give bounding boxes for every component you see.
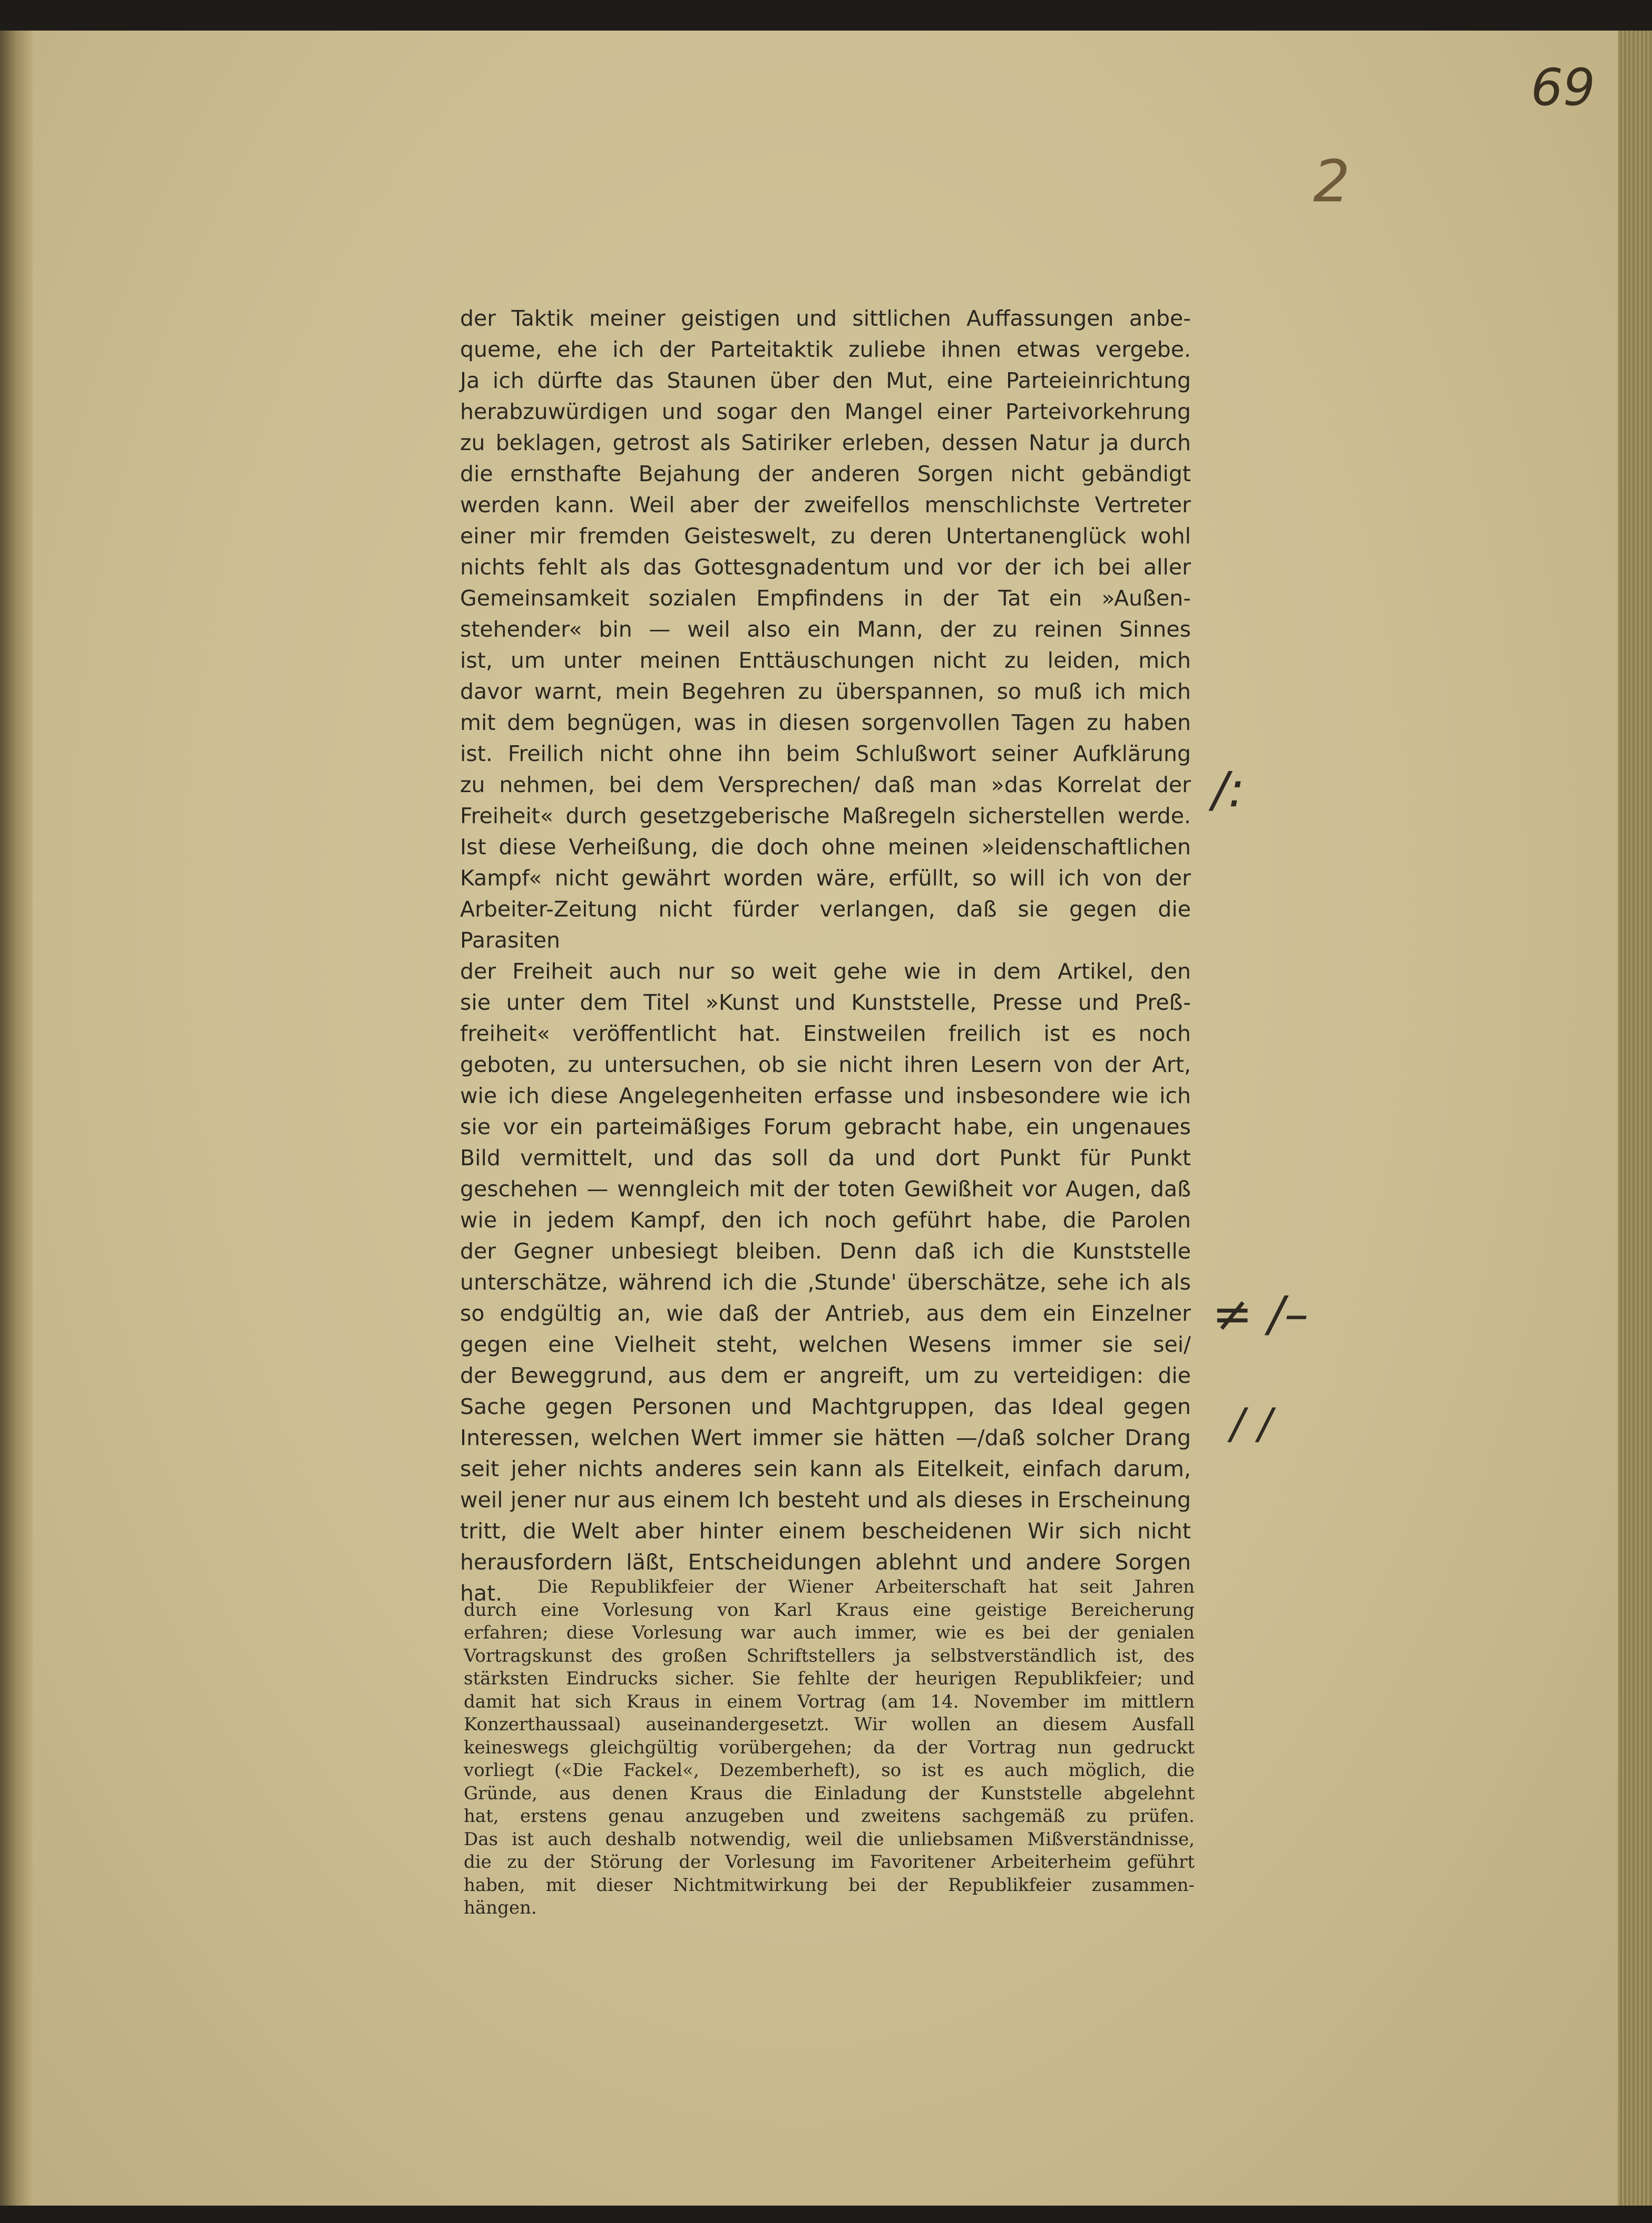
- footnote-line: vorliegt («Die Fackel«, Dezemberheft), so ist es auch möglich, die: [464, 1760, 1195, 1781]
- footnote-line: keineswegs gleichgültig vorübergehen; da der Vortrag nun gedruckt: [464, 1737, 1195, 1758]
- footnote-line: damit hat sich Kraus in einem Vortrag (am 14. November im mittlern: [464, 1691, 1195, 1712]
- text-line: seit jeher nichts anderes sein kann als Eitelkeit, einfach darum,: [460, 1456, 1191, 1481]
- footnote-line: erfahren; diese Vorlesung war auch immer, wie es bei der genialen: [464, 1622, 1195, 1643]
- text-line: davor warnt, mein Begehren zu überspannen, so muß ich mich: [460, 679, 1191, 704]
- text-line: Sache gegen Personen und Machtgruppen, das Ideal gegen: [460, 1394, 1191, 1419]
- article-body: [460, 303, 1191, 1609]
- scan-bottom-border: [0, 2206, 1652, 2223]
- footnote-line: Gründe, aus denen Kraus die Einladung der Kunststelle abgelehnt: [464, 1782, 1195, 1804]
- text-line: Interessen, welchen Wert immer sie hätten —/daß solcher Drang: [460, 1425, 1191, 1450]
- text-line: Gemeinsamkeit sozialen Empfindens in der Tat ein »Außen-: [460, 586, 1191, 611]
- text-line: herausfordern läßt, Entscheidungen ablehnt und andere Sorgen hat.: [460, 1549, 1191, 1606]
- text-line: einer mir fremden Geisteswelt, zu deren Untertanenglück wohl: [460, 523, 1191, 549]
- text-line: geboten, zu untersuchen, ob sie nicht ihren Lesern von der Art,: [460, 1052, 1191, 1077]
- text-line: so endgültig an, wie daß der Antrieb, aus dem ein Einzelner: [460, 1301, 1191, 1326]
- footnote-line: stärksten Eindrucks sicher. Sie fehlte der heurigen Republikfeier; und: [464, 1668, 1195, 1689]
- footnote-line: die zu der Störung der Vorlesung im Favoritener Arbeiterheim geführt: [464, 1851, 1195, 1873]
- text-line: der Gegner unbesiegt bleiben. Denn daß ich die Kunststelle: [460, 1239, 1191, 1264]
- text-line: nichts fehlt als das Gottesgnadentum und vor der ich bei aller: [460, 554, 1191, 580]
- text-line: die ernsthafte Bejahung der anderen Sorgen nicht gebändigt: [460, 461, 1191, 486]
- margin-mark: ≠ /–: [1212, 1286, 1309, 1342]
- text-line: wie in jedem Kampf, den ich noch geführt habe, die Parolen: [460, 1207, 1191, 1233]
- text-line: wie ich diese Angelegenheiten erfasse und insbesondere wie ich: [460, 1083, 1191, 1108]
- text-line: der Taktik meiner geistigen und sittlichen Auffassungen anbe-: [460, 306, 1191, 331]
- text-line: mit dem begnügen, was in diesen sorgenvollen Tagen zu haben: [460, 710, 1191, 735]
- page-stack-edge: [1618, 31, 1652, 2206]
- binding-edge: [0, 31, 33, 2206]
- margin-mark: / /: [1230, 1399, 1273, 1448]
- text-line: Ja ich dürfte das Staunen über den Mut, eine Parteieinrichtung: [460, 368, 1191, 393]
- text-line: Ist diese Verheißung, die doch ohne meinen »leidenschaftlichen: [460, 834, 1191, 860]
- footnote-line: Das ist auch deshalb notwendig, weil die unliebsamen Mißverständnisse,: [464, 1828, 1195, 1850]
- footnote-line: durch eine Vorlesung von Karl Kraus eine geistige Bereicherung: [464, 1599, 1195, 1621]
- text-line: ist. Freilich nicht ohne ihn beim Schlußwort seiner Aufklärung: [460, 741, 1191, 766]
- text-line: Kampf« nicht gewährt worden wäre, erfüllt, so will ich von der: [460, 865, 1191, 891]
- pencil-marker: 2: [1313, 148, 1350, 215]
- text-line: Freiheit« durch gesetzgeberische Maßregeln sicherstellen werde.: [460, 803, 1191, 828]
- text-line: gegen eine Vielheit steht, welchen Wesens immer sie sei/: [460, 1332, 1191, 1357]
- text-line: Arbeiter-Zeitung nicht fürder verlangen, daß sie gegen die Parasiten: [460, 896, 1191, 953]
- text-line: herabzuwürdigen und sogar den Mangel einer Parteivorkehrung: [460, 399, 1191, 424]
- text-line: freiheit« veröffentlicht hat. Einstweilen freilich ist es noch: [460, 1021, 1191, 1046]
- folio-number: 69: [1531, 58, 1596, 117]
- text-line: geschehen — wenngleich mit der toten Gewißheit vor Augen, daß: [460, 1176, 1191, 1202]
- text-line: ist, um unter meinen Enttäuschungen nicht zu leiden, mich: [460, 648, 1191, 673]
- footnote-line: Vortragskunst des großen Schriftstellers ja selbstverständlich ist, des: [464, 1645, 1195, 1666]
- text-line: zu nehmen, bei dem Versprechen/ daß man »das Korrelat der: [460, 772, 1191, 797]
- text-line: stehender« bin — weil also ein Mann, der zu reinen Sinnes: [460, 617, 1191, 642]
- margin-mark: /:: [1212, 762, 1245, 818]
- text-line: zu beklagen, getrost als Satiriker erleben, dessen Natur ja durch: [460, 430, 1191, 455]
- footnote-line: haben, mit dieser Nichtmitwirkung bei der Republikfeier zusammen-: [464, 1874, 1195, 1896]
- footnote-line: hat, erstens genau anzugeben und zweitens sachgemäß zu prüfen.: [464, 1806, 1195, 1827]
- text-line: Bild vermittelt, und das soll da und dort Punkt für Punkt: [460, 1145, 1191, 1171]
- footnote-line: Die Republikfeier der Wiener Arbeiterschaft hat seit Jahren: [537, 1576, 1195, 1597]
- text-line: sie vor ein parteimäßiges Forum gebracht habe, ein ungenaues: [460, 1114, 1191, 1139]
- text-line: weil jener nur aus einem Ich besteht und als dieses in Erscheinung: [460, 1487, 1191, 1513]
- text-line: werden kann. Weil aber der zweifellos menschlichste Vertreter: [460, 492, 1191, 518]
- footnote-line: hängen.: [464, 1897, 537, 1918]
- text-line: der Beweggrund, aus dem er angreift, um zu verteidigen: die: [460, 1363, 1191, 1388]
- text-line: der Freiheit auch nur so weit gehe wie in dem Artikel, den: [460, 959, 1191, 984]
- text-line: tritt, die Welt aber hinter einem bescheidenen Wir sich nicht: [460, 1518, 1191, 1544]
- quoted-footnote: [464, 1576, 1195, 1920]
- text-line: sie unter dem Titel »Kunst und Kunststelle, Presse und Preß-: [460, 990, 1191, 1015]
- text-line: unterschätze, während ich die ‚Stunde' überschätze, sehe ich als: [460, 1270, 1191, 1295]
- scan-top-border: [0, 0, 1652, 31]
- text-line: queme, ehe ich der Parteitaktik zuliebe ihnen etwas vergebe.: [460, 337, 1191, 362]
- footnote-line: Konzerthaussaal) auseinandergesetzt. Wir wollen an diesem Ausfall: [464, 1714, 1195, 1735]
